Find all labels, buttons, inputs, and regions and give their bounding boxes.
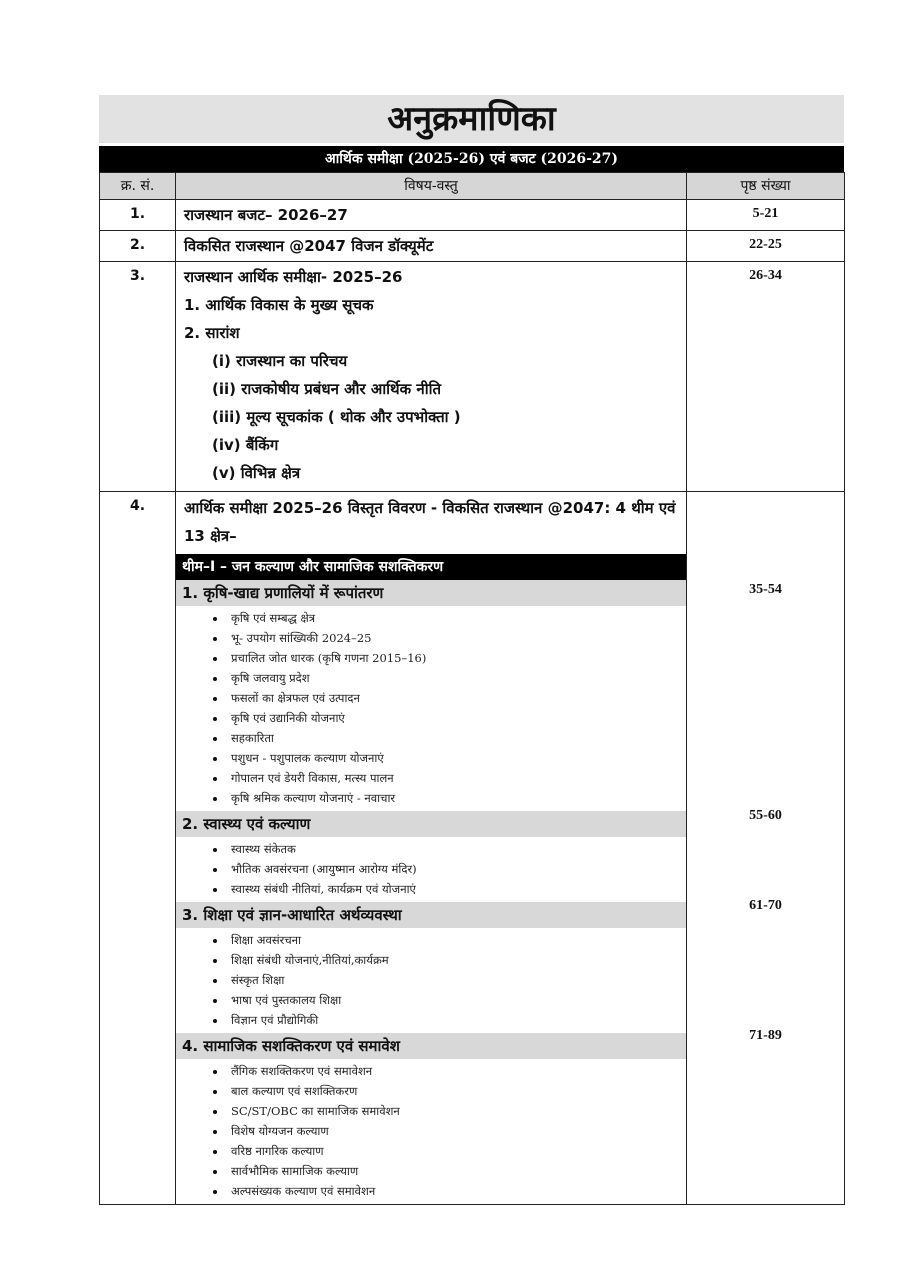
roman-subitem[interactable]: (v) विभिन्न क्षेत्र	[212, 464, 301, 482]
bullet-list	[176, 608, 686, 808]
subitem[interactable]: 2. सारांश	[184, 324, 240, 342]
sector-heading[interactable]: 3. शिक्षा एवं ज्ञान-आधारित अर्थव्यवस्था	[176, 902, 686, 928]
header-page: पृष्ठ संख्या	[687, 173, 845, 200]
list-item: संस्कृत शिक्षा	[231, 970, 686, 990]
row-title[interactable]: राजस्थान बजट– 2026–27	[184, 206, 348, 224]
theme-bar: थीम–I – जन कल्याण और सामाजिक सशक्तिकरण	[176, 554, 687, 580]
list-item: स्वास्थ्य संबंधी नीतियां, कार्यक्रम एवं योजनाएं	[231, 879, 686, 899]
row-serial: 3.	[100, 262, 176, 492]
list-item: स्वास्थ्य संकेतक	[231, 839, 686, 859]
row-pages: 5-21	[687, 200, 845, 231]
list-item: सहकारिता	[231, 728, 686, 748]
row-content	[176, 231, 687, 262]
sector-heading[interactable]: 4. सामाजिक सशक्तिकरण एवं समावेश	[176, 1033, 686, 1059]
sector-pages: 35-54	[749, 582, 782, 597]
sector-heading[interactable]: 2. स्वास्थ्य एवं कल्याण	[176, 811, 686, 837]
header-content: विषय-वस्तु	[176, 173, 687, 200]
list-item: भौतिक अवसंरचना (आयुष्मान आरोग्य मंदिर)	[231, 859, 686, 879]
list-item: फसलों का क्षेत्रफल एवं उत्पादन	[231, 688, 686, 708]
list-item: पशुधन - पशुपालक कल्याण योजनाएं	[231, 748, 686, 768]
row-serial: 1.	[100, 200, 176, 231]
list-item: कृषि एवं सम्बद्ध क्षेत्र	[231, 608, 686, 628]
roman-subitem[interactable]: (i) राजस्थान का परिचय	[212, 352, 348, 370]
list-item: बाल कल्याण एवं सशक्तिकरण	[231, 1081, 686, 1101]
list-item: भू- उपयोग सांख्यिकी 2024–25	[231, 628, 686, 648]
sector-heading[interactable]: 1. कृषि-खाद्य प्रणालियों में रूपांतरण	[176, 580, 686, 606]
list-item: वरिष्ठ नागरिक कल्याण	[231, 1141, 686, 1161]
list-item: विज्ञान एवं प्रौद्योगिकी	[231, 1010, 686, 1030]
table-row	[100, 200, 845, 231]
row-serial: 2.	[100, 231, 176, 262]
index-page	[99, 95, 844, 1205]
list-item: शिक्षा अवसंरचना	[231, 930, 686, 950]
list-item: लैंगिक सशक्तिकरण एवं समावेशन	[231, 1061, 686, 1081]
subitem[interactable]: 1. आर्थिक विकास के मुख्य सूचक	[184, 296, 374, 314]
header-serial: क्र. सं.	[100, 173, 176, 200]
sector-pages: 55-60	[749, 808, 782, 823]
subtitle-bar: आर्थिक समीक्षा (2025-26) एवं बजट (2026-27)	[99, 146, 844, 172]
list-item: सार्वभौमिक सामाजिक कल्याण	[231, 1161, 686, 1181]
list-item: कृषि एवं उद्यानिकी योजनाएं	[231, 708, 686, 728]
page-title: अनुक्रमाणिका	[99, 95, 844, 143]
contents-table	[99, 172, 845, 1205]
table-row	[100, 492, 845, 1205]
roman-subitem[interactable]: (ii) राजकोषीय प्रबंधन और आर्थिक नीति	[212, 380, 442, 398]
list-item: अल्पसंख्यक कल्याण एवं समावेशन	[231, 1181, 686, 1201]
row-content	[176, 200, 687, 231]
sector-pages: 71-89	[749, 1028, 782, 1043]
table-row	[100, 231, 845, 262]
list-item: कृषि जलवायु प्रदेश	[231, 668, 686, 688]
sector-pages: 61-70	[749, 898, 782, 913]
roman-subitem[interactable]: (iii) मूल्य सूचकांक ( थोक और उपभोक्ता )	[212, 408, 461, 426]
list-item: विशेष योग्यजन कल्याण	[231, 1121, 686, 1141]
list-item: SC/ST/OBC का सामाजिक समावेशन	[231, 1101, 686, 1121]
row-content	[176, 262, 687, 492]
row-content	[176, 492, 687, 1205]
table-header-row	[100, 173, 845, 200]
row-title[interactable]: राजस्थान आर्थिक समीक्षा- 2025–26	[184, 268, 403, 286]
row-title[interactable]: आर्थिक समीक्षा 2025–26 विस्तृत विवरण - विकसित राजस्थान @2047: 4 थीम एवं 13 क्षेत्र–	[184, 499, 676, 545]
bullet-list	[176, 839, 686, 899]
list-item: प्रचालित जोत धारक (कृषि गणना 2015–16)	[231, 648, 686, 668]
roman-subitem[interactable]: (iv) बैंकिंग	[212, 436, 279, 454]
row-title[interactable]: विकसित राजस्थान @2047 विजन डॉक्यूमेंट	[184, 237, 434, 255]
list-item: शिक्षा संबंधी योजनाएं,नीतियां,कार्यक्रम	[231, 950, 686, 970]
list-item: गोपालन एवं डेयरी विकास, मत्स्य पालन	[231, 768, 686, 788]
table-row	[100, 262, 845, 492]
row-serial: 4.	[100, 492, 176, 1205]
row-pages: 26-34	[687, 262, 845, 492]
row-pages-cell	[687, 492, 845, 1205]
bullet-list	[176, 1061, 686, 1201]
bullet-list	[176, 930, 686, 1030]
row-pages: 22-25	[687, 231, 845, 262]
list-item: भाषा एवं पुस्तकालय शिक्षा	[231, 990, 686, 1010]
list-item: कृषि श्रमिक कल्याण योजनाएं - नवाचार	[231, 788, 686, 808]
